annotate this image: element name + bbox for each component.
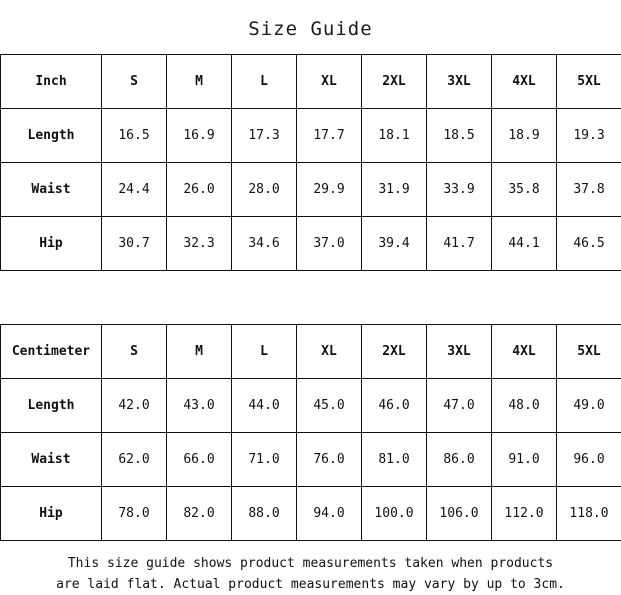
table-row [1,487,621,541]
column-header-size: L [232,55,297,109]
column-header-size: S [102,55,167,109]
table-separator [0,271,621,324]
table-cell: 17.3 [232,109,297,163]
table-cell: 26.0 [167,163,232,217]
table-cell: 37.0 [297,217,362,271]
column-header-size: M [167,325,232,379]
table-cell: 71.0 [232,433,297,487]
table-cell: 82.0 [167,487,232,541]
table-cell: 24.4 [102,163,167,217]
row-label: Waist [1,163,102,217]
column-header-size: S [102,325,167,379]
column-header-size: XL [297,325,362,379]
table-cell: 18.1 [362,109,427,163]
table-cell: 78.0 [102,487,167,541]
table-cell: 30.7 [102,217,167,271]
table-cell: 76.0 [297,433,362,487]
column-header-size: 4XL [492,55,557,109]
row-label: Length [1,109,102,163]
table-cell: 18.5 [427,109,492,163]
table-cell: 48.0 [492,379,557,433]
table-row [1,433,621,487]
table-cell: 118.0 [557,487,621,541]
table-header-row [1,325,621,379]
unit-label-inch: Inch [1,55,102,109]
column-header-size: 5XL [557,55,621,109]
inch-size-table [0,54,621,271]
table-cell: 28.0 [232,163,297,217]
table-cell: 47.0 [427,379,492,433]
table-cell: 33.9 [427,163,492,217]
table-cell: 29.9 [297,163,362,217]
table-cell: 32.3 [167,217,232,271]
table-cell: 88.0 [232,487,297,541]
row-label: Hip [1,217,102,271]
table-cell: 44.1 [492,217,557,271]
table-cell: 19.3 [557,109,621,163]
table-row [1,109,621,163]
unit-label-centimeter: Centimeter [1,325,102,379]
table-cell: 112.0 [492,487,557,541]
row-label: Waist [1,433,102,487]
table-cell: 17.7 [297,109,362,163]
table-cell: 81.0 [362,433,427,487]
table-cell: 91.0 [492,433,557,487]
table-row [1,217,621,271]
row-label: Length [1,379,102,433]
table-cell: 16.5 [102,109,167,163]
footer-note-line-1: This size guide shows product measurements taken when products [0,553,621,574]
column-header-size: L [232,325,297,379]
table-cell: 44.0 [232,379,297,433]
column-header-size: 3XL [427,325,492,379]
footer-note-line-2: are laid flat. Actual product measurements may vary by up to 3cm. [0,574,621,595]
table-row [1,163,621,217]
table-cell: 86.0 [427,433,492,487]
table-cell: 100.0 [362,487,427,541]
table-cell: 41.7 [427,217,492,271]
table-cell: 96.0 [557,433,621,487]
table-header-row [1,55,621,109]
column-header-size: 2XL [362,55,427,109]
page-title: Size Guide [0,0,621,54]
table-cell: 66.0 [167,433,232,487]
table-cell: 46.0 [362,379,427,433]
row-label: Hip [1,487,102,541]
table-cell: 43.0 [167,379,232,433]
table-cell: 94.0 [297,487,362,541]
table-cell: 39.4 [362,217,427,271]
table-cell: 18.9 [492,109,557,163]
table-cell: 31.9 [362,163,427,217]
table-cell: 46.5 [557,217,621,271]
table-cell: 34.6 [232,217,297,271]
table-cell: 45.0 [297,379,362,433]
column-header-size: 5XL [557,325,621,379]
table-cell: 16.9 [167,109,232,163]
centimeter-size-table [0,324,621,541]
table-cell: 49.0 [557,379,621,433]
footer-note [0,541,621,595]
column-header-size: 3XL [427,55,492,109]
table-cell: 42.0 [102,379,167,433]
table-cell: 62.0 [102,433,167,487]
table-row [1,379,621,433]
table-cell: 106.0 [427,487,492,541]
table-cell: 37.8 [557,163,621,217]
column-header-size: 4XL [492,325,557,379]
column-header-size: XL [297,55,362,109]
table-cell: 35.8 [492,163,557,217]
column-header-size: 2XL [362,325,427,379]
column-header-size: M [167,55,232,109]
